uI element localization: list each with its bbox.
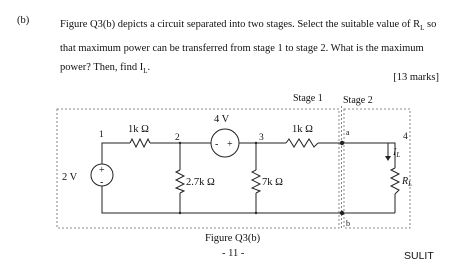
load-resistor-label: $R_L$ (402, 176, 413, 188)
node3-dot (255, 142, 257, 144)
terminal-b-label: b (346, 219, 350, 228)
load-current-label: $I_L$ (393, 147, 401, 159)
wire-stage2-top (318, 143, 395, 168)
wire-source-top (102, 143, 130, 164)
source-plus: + (99, 165, 105, 176)
series-resistor-1-label: 1k Ω (128, 124, 149, 135)
series-resistor-2-label: 1k Ω (292, 124, 313, 135)
stage1-label: Stage 1 (293, 93, 323, 104)
page-number: - 11 - (222, 248, 245, 259)
bottom-dot-1 (179, 212, 181, 214)
wires (102, 143, 395, 213)
load-resistor (391, 168, 399, 194)
terminal-b-dot (340, 211, 344, 215)
stage2-boundary (344, 109, 413, 228)
shunt-resistor-1-label: 2.7k Ω (186, 177, 215, 188)
dependent-plus: + (227, 139, 233, 150)
terminal-a-dot (340, 141, 344, 145)
node4-label: 4 (403, 132, 408, 142)
wire-bottom (102, 186, 395, 213)
dependent-minus: - (215, 139, 219, 150)
marks-label: [13 marks] (393, 72, 439, 83)
terminal-a-label: a (346, 128, 350, 137)
series-resistor-1 (130, 139, 150, 147)
question-label: (b) (17, 15, 30, 26)
bottom-dot-2 (255, 212, 257, 214)
footer-label: SULIT (404, 250, 434, 262)
series-resistor-2 (286, 139, 318, 147)
source-voltage-label: 2 V (62, 172, 78, 183)
shunt-resistor-2 (252, 170, 260, 193)
question-line-3: power? Then, find $I_L$. (60, 62, 151, 76)
shunt-resistor-2-label: 7k Ω (262, 177, 283, 188)
node2-label: 2 (175, 133, 180, 143)
question-line-2: that maximum power can be transferred from stage 1 to stage 2. What is the maximum (60, 42, 424, 54)
figure-caption: Figure Q3(b) (205, 233, 261, 244)
question-line-1: Figure Q3(b) depicts a circuit separated into two stages. Select the suitable value of $R_L$ so (60, 19, 437, 33)
node3-label: 3 (259, 133, 264, 143)
stage2-label: Stage 2 (343, 95, 373, 106)
current-arrow-head (385, 156, 391, 161)
node1-label: 1 (99, 130, 104, 140)
source-minus: - (100, 177, 104, 188)
dependent-source-label: 4 V (214, 114, 230, 125)
shunt-resistor-1 (176, 170, 184, 193)
